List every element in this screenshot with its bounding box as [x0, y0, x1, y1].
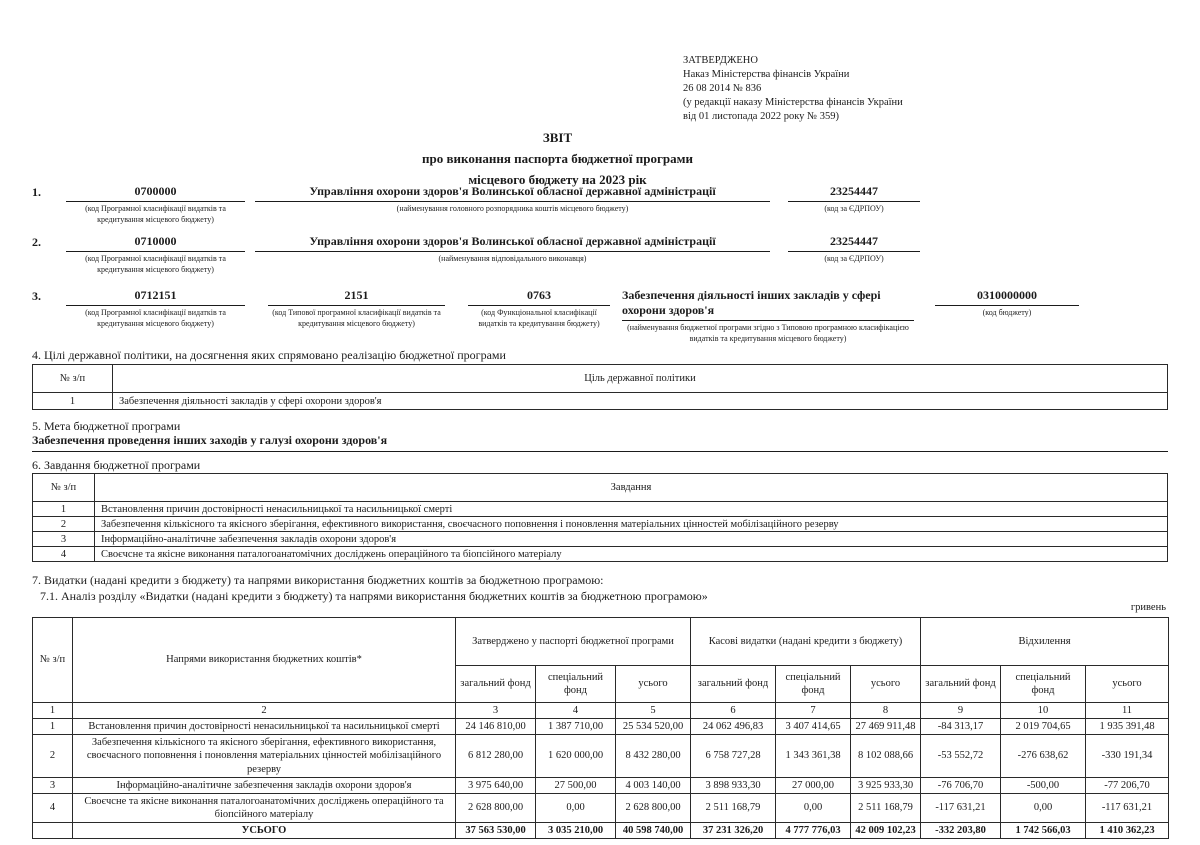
col-header-num: № з/п — [33, 618, 73, 703]
amount-cell: 1 387 710,00 — [536, 719, 616, 735]
amount-cell: -84 313,17 — [921, 719, 1001, 735]
amount-cell: 3 975 640,00 — [456, 777, 536, 793]
total-row-empty — [33, 823, 73, 839]
col-number: 3 — [456, 703, 536, 719]
row-num: 4 — [33, 793, 73, 822]
section6-heading: 6. Завдання бюджетної програми — [32, 458, 201, 472]
table-row — [33, 547, 1168, 562]
approved-line: 26 08 2014 № 836 — [683, 83, 762, 95]
col-number: 1 — [33, 703, 73, 719]
functional-class-code: 0763 — [468, 288, 610, 306]
amount-cell: 4 003 140,00 — [616, 777, 691, 793]
direction-text: Встановлення причин достовірності ненасильницької та насильницької смерті — [73, 719, 456, 735]
section4-heading: 4. Цілі державної політики, на досягнення яких спрямовано реалізацію бюджетної програми — [32, 348, 506, 362]
table-row — [33, 517, 1168, 532]
amount-cell: -117 631,21 — [921, 793, 1001, 822]
approved-line: ЗАТВЕРДЖЕНО — [683, 55, 758, 66]
task-row-text: Забезпечення кількісного та якісного зберігання, ефективного використання, своєчасного поповнення і поновлення матеріальних цінностей мобілізаційного резерву — [95, 517, 1168, 532]
section7-subheading: 7.1. Аналіз розділу «Видатки (надані кредити з бюджету) та напрями використання бюджетних коштів за бюджетною програмою» — [40, 589, 708, 603]
col-number: 4 — [536, 703, 616, 719]
subheader-total: усього — [851, 666, 921, 703]
amount-cell: 27 469 911,48 — [851, 719, 921, 735]
responsible-executor-label: (найменування відповідального виконавця) — [438, 254, 587, 263]
program-class-code: 0712151 — [66, 288, 245, 306]
task-row-text: Встановлення причин достовірності ненасильницької та насильницької смерті — [95, 502, 1168, 517]
report-title-line2: про виконання паспорта бюджетної програми — [422, 150, 693, 166]
task-row-num: 3 — [33, 532, 95, 547]
amount-cell: -77 206,70 — [1086, 777, 1169, 793]
amount-cell: 2 019 704,65 — [1001, 719, 1086, 735]
amount-cell: 0,00 — [776, 793, 851, 822]
field-row-2-name — [255, 234, 770, 265]
total-amount: 37 231 326,20 — [691, 823, 776, 839]
total-amount: 40 598 740,00 — [616, 823, 691, 839]
amount-cell: 2 511 168,79 — [851, 793, 921, 822]
subheader-general-fund: загальний фонд — [691, 666, 776, 703]
report-title — [0, 128, 1115, 190]
expenditures-table — [32, 617, 1169, 839]
total-amount: 3 035 210,00 — [536, 823, 616, 839]
total-amount: 37 563 530,00 — [456, 823, 536, 839]
edrpou-code: 23254447 — [788, 234, 920, 252]
field-row-3-code3 — [468, 288, 610, 330]
col-header-directions: Напрями використання бюджетних коштів* — [73, 618, 456, 703]
amount-cell: 8 432 280,00 — [616, 735, 691, 777]
task-row-num: 1 — [33, 502, 95, 517]
field-row-3-code1 — [66, 288, 245, 330]
col-number: 11 — [1086, 703, 1169, 719]
amount-cell: 27 500,00 — [536, 777, 616, 793]
amount-cell: -53 552,72 — [921, 735, 1001, 777]
row-num: 1 — [33, 719, 73, 735]
total-amount: 1 410 362,23 — [1086, 823, 1169, 839]
total-label: УСЬОГО — [73, 823, 456, 839]
col-number: 8 — [851, 703, 921, 719]
task-row-text: Своєчсне та якісне виконання паталогоанатомічних досліджень операційного та біопсійного матеріалу — [95, 547, 1168, 562]
direction-text: Забезпечення кількісного та якісного зберігання, ефективного використання, своєчасного поповнення і поновлення матеріальних цінностей мобілізаційного резерву — [73, 735, 456, 777]
direction-text: Своєчсне та якісне виконання паталогоанатомічних досліджень операційного та біопсійного матеріалу — [73, 793, 456, 822]
typical-program-class-label: (код Типової програмної класифікації видатків та кредитування місцевого бюджету) — [272, 308, 441, 328]
total-row — [33, 823, 1169, 839]
amount-cell: 1 935 391,48 — [1086, 719, 1169, 735]
direction-text: Інформаційно-аналітичне забезпечення закладів охорони здоров'я — [73, 777, 456, 793]
amount-cell: 1 343 361,38 — [776, 735, 851, 777]
edrpou-label: (код за ЄДРПОУ) — [824, 254, 884, 263]
section6-col-task: Завдання — [95, 474, 1168, 502]
amount-cell: 24 146 810,00 — [456, 719, 536, 735]
goal-row-num: 1 — [33, 393, 113, 410]
table-row — [33, 532, 1168, 547]
col-number: 7 — [776, 703, 851, 719]
amount-cell: 0,00 — [536, 793, 616, 822]
typical-program-class-code: 2151 — [268, 288, 445, 306]
program-class-code-label: (код Програмної класифікації видатків та кредитування місцевого бюджету) — [85, 308, 226, 328]
subheader-general-fund: загальний фонд — [921, 666, 1001, 703]
total-amount: 1 742 566,03 — [1001, 823, 1086, 839]
approved-line: (у редакції наказу Міністерства фінансів України — [683, 97, 903, 109]
amount-cell: -330 191,34 — [1086, 735, 1169, 777]
approved-line: Наказ Міністерства фінансів України — [683, 69, 850, 81]
col-number: 2 — [73, 703, 456, 719]
section6-col-num: № з/п — [33, 474, 95, 502]
amount-cell: 2 628 800,00 — [616, 793, 691, 822]
goal-row-text: Забезпечення діяльності закладів у сфері охорони здоров'я — [113, 393, 1168, 410]
total-amount: 4 777 776,03 — [776, 823, 851, 839]
group-header-cash: Касові видатки (надані кредити з бюджету) — [691, 618, 921, 666]
amount-cell: 27 000,00 — [776, 777, 851, 793]
field-row-3-budget-code — [935, 288, 1079, 319]
amount-cell: 1 620 000,00 — [536, 735, 616, 777]
amount-cell: -117 631,21 — [1086, 793, 1169, 822]
row-num: 2 — [33, 735, 73, 777]
section5-heading: 5. Мета бюджетної програми — [32, 419, 181, 433]
section4-col-num: № з/п — [33, 365, 113, 393]
amount-cell: 3 925 933,30 — [851, 777, 921, 793]
total-amount: 42 009 102,23 — [851, 823, 921, 839]
field-row-1 — [32, 184, 1182, 226]
field-row-2 — [32, 234, 1182, 276]
field-row-3-program — [622, 288, 914, 345]
program-class-code-label: (код Програмної класифікації видатків та кредитування місцевого бюджету) — [85, 254, 226, 274]
table-row — [33, 502, 1168, 517]
field-row-3-code2 — [268, 288, 445, 330]
field-row-1-edrpou — [788, 184, 920, 215]
field-row-1-code — [66, 184, 245, 226]
table-row — [33, 777, 1169, 793]
amount-cell: 0,00 — [1001, 793, 1086, 822]
task-row-num: 2 — [33, 517, 95, 532]
table-row — [33, 735, 1169, 777]
amount-cell: 6 812 280,00 — [456, 735, 536, 777]
amount-cell: -500,00 — [1001, 777, 1086, 793]
edrpou-code: 23254447 — [788, 184, 920, 202]
amount-cell: 8 102 088,66 — [851, 735, 921, 777]
field-row-1-name — [255, 184, 770, 215]
group-header-approved: Затверджено у паспорті бюджетної програми — [456, 618, 691, 666]
field-row-3 — [32, 288, 1182, 345]
group-header-deviation: Відхилення — [921, 618, 1169, 666]
table-row — [33, 793, 1169, 822]
amount-cell: 6 758 727,28 — [691, 735, 776, 777]
table-row — [33, 393, 1168, 410]
program-class-code-label: (код Програмної класифікації видатків та кредитування місцевого бюджету) — [85, 204, 226, 224]
program-class-code: 0700000 — [66, 184, 245, 202]
field-row-2-num: 2. — [32, 235, 41, 249]
currency-note: гривень — [1130, 602, 1166, 613]
budget-program-name: Забезпечення діяльності інших закладів у сфері охорони здоров'я — [622, 288, 914, 321]
section4-col-goal: Ціль державної політики — [113, 365, 1168, 393]
budget-code: 0310000000 — [935, 288, 1079, 306]
amount-cell: 2 628 800,00 — [456, 793, 536, 822]
total-amount: -332 203,80 — [921, 823, 1001, 839]
report-title-line1: ЗВІТ — [542, 130, 573, 145]
approved-line: від 01 листопада 2022 року № 359) — [683, 111, 839, 123]
field-row-2-edrpou — [788, 234, 920, 265]
amount-cell: 24 062 496,83 — [691, 719, 776, 735]
section4-table — [32, 364, 1168, 410]
col-number: 6 — [691, 703, 776, 719]
section7-heading: 7. Видатки (надані кредити з бюджету) та напрями використання бюджетних коштів за бюджетною програмою: — [32, 573, 604, 587]
budget-code-label: (код бюджету) — [982, 308, 1032, 317]
amount-cell: -76 706,70 — [921, 777, 1001, 793]
subheader-total: усього — [1086, 666, 1169, 703]
field-row-1-num: 1. — [32, 185, 41, 199]
section5-goal-text: Забезпечення проведення інших заходів у галузі охорони здоров'я — [32, 433, 1168, 452]
functional-class-label: (код Функціональної класифікації видатків та кредитування бюджету) — [478, 308, 600, 328]
amount-cell: 3 898 933,30 — [691, 777, 776, 793]
field-row-2-code — [66, 234, 245, 276]
budget-program-label: (найменування бюджетної програми згідно з Типовою програмною класифікацією видатків та кредитування місцевого бюджету) — [627, 323, 909, 343]
subheader-special-fund: спеціальний фонд — [1001, 666, 1086, 703]
row-num: 3 — [33, 777, 73, 793]
edrpou-label: (код за ЄДРПОУ) — [824, 204, 884, 213]
approved-block — [683, 54, 903, 124]
amount-cell: 2 511 168,79 — [691, 793, 776, 822]
section6-table — [32, 473, 1168, 562]
col-number: 5 — [616, 703, 691, 719]
program-class-code: 0710000 — [66, 234, 245, 252]
subheader-special-fund: спеціальний фонд — [776, 666, 851, 703]
subheader-total: усього — [616, 666, 691, 703]
main-administrator-name: Управління охорони здоров'я Волинської обласної державної адміністрації — [255, 184, 770, 202]
report-title-line3: місцевого бюджету на 2023 рік — [468, 171, 647, 187]
main-administrator-label: (найменування головного розпорядника коштів місцевого бюджету) — [396, 204, 629, 213]
subheader-special-fund: спеціальний фонд — [536, 666, 616, 703]
amount-cell: -276 638,62 — [1001, 735, 1086, 777]
col-number: 9 — [921, 703, 1001, 719]
responsible-executor-name: Управління охорони здоров'я Волинської обласної державної адміністрації — [255, 234, 770, 252]
amount-cell: 3 407 414,65 — [776, 719, 851, 735]
subheader-general-fund: загальний фонд — [456, 666, 536, 703]
task-row-num: 4 — [33, 547, 95, 562]
field-row-3-num: 3. — [32, 289, 41, 303]
amount-cell: 25 534 520,00 — [616, 719, 691, 735]
table-row — [33, 719, 1169, 735]
task-row-text: Інформаційно-аналітичне забезпечення закладів охорони здоров'я — [95, 532, 1168, 547]
col-number: 10 — [1001, 703, 1086, 719]
